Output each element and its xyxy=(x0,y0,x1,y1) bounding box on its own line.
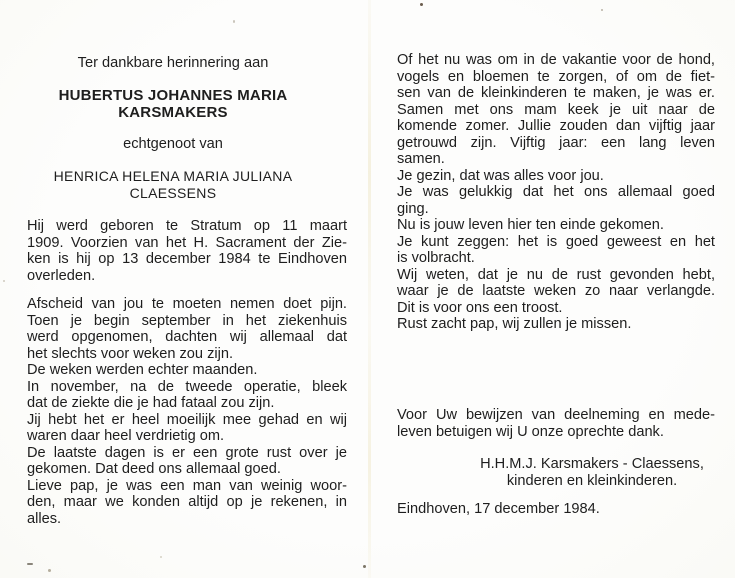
spouse-name-line: HENRICA HELENA MARIA JULIANA xyxy=(53,168,293,184)
deceased-name-line: KARSMAKERS xyxy=(118,103,228,121)
text-line: De weken werden echter maanden. xyxy=(27,362,258,378)
thanks-paragraph xyxy=(397,407,715,440)
text-line: Wij weten, dat je nu de rust gevonden hebt, xyxy=(397,266,715,283)
text-line: In november, na de tweede operatie, bleek xyxy=(27,378,347,395)
text-line: Hij werd geboren te Stratum op 11 maart xyxy=(27,218,347,234)
date-line: Eindhoven, 17 december 1984. xyxy=(397,501,600,517)
relation-line: echtgenoot van xyxy=(123,136,223,152)
text-line: Toen je begin september in het ziekenhuis xyxy=(27,312,347,329)
text-line: 1909. Voorzien van het H. Sacrament der Zie- xyxy=(27,234,347,251)
text-line: het slechts voor weken zou zijn. xyxy=(27,345,234,362)
text-line: waar je de laatste weken zo naar verlangde. xyxy=(397,283,715,299)
text-line: De laatste dagen is er een grote rust over je xyxy=(27,444,347,461)
text-line: Of het nu was om in de vakantie voor de hond, xyxy=(397,52,715,68)
text-line: ging. xyxy=(397,200,429,217)
text-line: Lieve pap, je was een man van weinig woor- xyxy=(27,477,347,494)
birth-death-paragraph xyxy=(27,218,347,284)
deceased-name xyxy=(13,88,333,121)
text-line: Nu is jouw leven hier ten einde gekomen. xyxy=(397,217,664,233)
text-line: Rust zacht pap, wij zullen je missen. xyxy=(397,316,632,332)
text-line: Afscheid van jou te moeten nemen doet pijn. xyxy=(27,296,347,312)
spouse-name xyxy=(13,168,333,201)
text-line: getrouwd zijn. Vijftig jaar: een lang leven xyxy=(397,134,715,151)
text-line: is volbracht. xyxy=(397,250,475,266)
signature-line: kinderen en kleinkinderen. xyxy=(506,472,678,489)
text-line: Samen met ons mam keek je uit naar de xyxy=(397,101,715,118)
scan-speck xyxy=(363,565,366,568)
right-page xyxy=(397,0,715,578)
text-line: sen van de kleinkinderen te maken, je was er. xyxy=(397,85,715,101)
signature-block xyxy=(469,456,715,489)
text-line: Jij hebt het er heel moeilijk mee gehad en wij xyxy=(27,411,347,428)
text-line: Dit is voor ons een troost. xyxy=(397,299,563,316)
text-line: samen. xyxy=(397,151,445,167)
text-line: Je kunt zeggen: het is goed geweest en het xyxy=(397,233,715,250)
text-line: vogels en bloemen te zorgen, of om de fiet- xyxy=(397,68,715,85)
left-page xyxy=(27,0,347,578)
tribute-paragraph xyxy=(397,52,715,333)
intro-line: Ter dankbare herinnering aan xyxy=(77,55,269,71)
text-line: Je gezin, dat was alles voor jou. xyxy=(397,167,604,184)
text-line: waren daar heel verdrietig om. xyxy=(27,428,225,444)
text-line: gekomen. Dat deed ons allemaal goed. xyxy=(27,461,281,477)
scan-speck xyxy=(3,280,5,282)
text-line: dat de ziekte die je had fataal zou zijn. xyxy=(27,395,275,411)
text-line: ken is hij op 13 december 1984 te Eindhoven xyxy=(27,251,347,267)
fold-line xyxy=(368,0,371,578)
text-line: Je was gelukkig dat het ons allemaal goed xyxy=(397,184,715,200)
text-line: werd opgenomen, dachten wij allemaal dat xyxy=(27,329,347,345)
text-line: den, maar we konden altijd op je rekenen, in xyxy=(27,494,347,510)
text-line: alles. xyxy=(27,510,62,527)
signature-line: H.H.M.J. Karsmakers - Claessens, xyxy=(480,456,704,472)
text-line: komende zomer. Jullie zouden dan vijftig jaar xyxy=(397,118,715,134)
farewell-paragraph xyxy=(27,296,347,527)
text-line: Voor Uw bewijzen van deelneming en mede- xyxy=(397,407,715,423)
text-line: overleden. xyxy=(27,267,96,284)
deceased-name-line: HUBERTUS JOHANNES MARIA xyxy=(58,87,288,104)
spouse-name-line: CLAESSENS xyxy=(129,184,217,201)
text-line: leven betuigen wij U onze oprechte dank. xyxy=(397,423,664,440)
